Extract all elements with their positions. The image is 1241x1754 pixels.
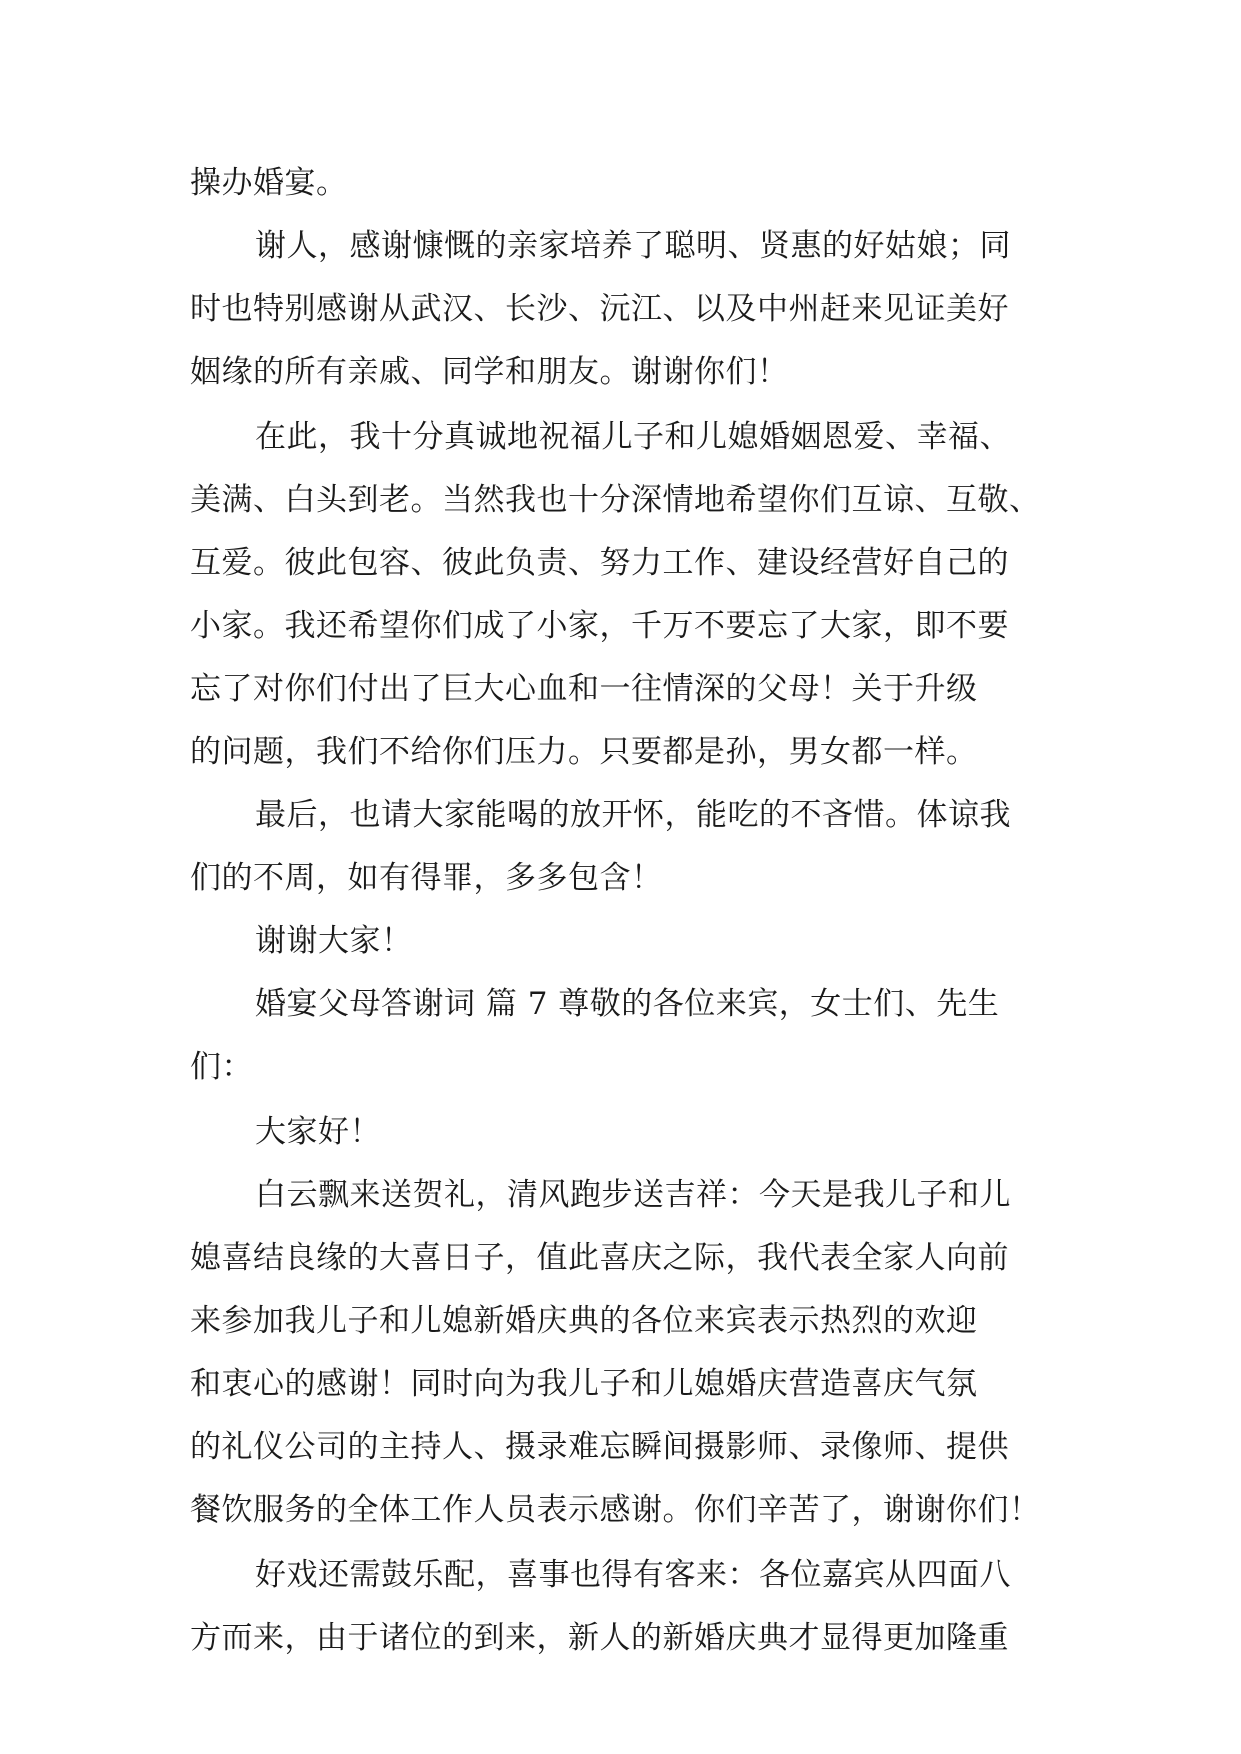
- text-line: 谢谢大家！: [255, 923, 413, 959]
- text-line: 时也特别感谢从武汉、长沙、沅江、以及中州赶来见证美好: [190, 291, 1009, 327]
- text-line: 互爱。彼此包容、彼此负责、努力工作、建设经营好自己的: [190, 545, 1009, 581]
- text-line: 方而来，由于诸位的到来，新人的新婚庆典才显得更加隆重: [190, 1620, 1009, 1656]
- text-line: 大家好！: [255, 1114, 381, 1150]
- text-line: 们的不周，如有得罪，多多包含！: [190, 860, 663, 896]
- text-line: 在此，我十分真诚地祝福儿子和儿媳婚姻恩爱、幸福、: [255, 419, 1011, 455]
- text-line: 忘了对你们付出了巨大心血和一往情深的父母！关于升级: [190, 671, 978, 707]
- text-line: 美满、白头到老。当然我也十分深情地希望你们互谅、互敬、: [190, 482, 1041, 518]
- text-line: 来参加我儿子和儿媳新婚庆典的各位来宾表示热烈的欢迎: [190, 1303, 978, 1339]
- text-line: 餐饮服务的全体工作人员表示感谢。你们辛苦了，谢谢你们！: [190, 1492, 1041, 1528]
- text-line: 姻缘的所有亲戚、同学和朋友。谢谢你们！: [190, 354, 789, 390]
- text-line: 最后，也请大家能喝的放开怀，能吃的不吝惜。体谅我: [255, 797, 1011, 833]
- text-line: 媳喜结良缘的大喜日子，值此喜庆之际，我代表全家人向前: [190, 1240, 1009, 1276]
- text-line: 们：: [190, 1049, 253, 1085]
- text-line: 白云飘来送贺礼，清风跑步送吉祥：今天是我儿子和儿: [255, 1177, 1011, 1213]
- text-line: 的礼仪公司的主持人、摄录难忘瞬间摄影师、录像师、提供: [190, 1429, 1009, 1465]
- text-line: 谢人，感谢慷慨的亲家培养了聪明、贤惠的好姑娘；同: [255, 228, 1011, 264]
- text-line: 小家。我还希望你们成了小家，千万不要忘了大家，即不要: [190, 608, 1009, 644]
- text-line: 的问题，我们不给你们压力。只要都是孙，男女都一样。: [190, 734, 978, 770]
- text-line: 好戏还需鼓乐配，喜事也得有客来：各位嘉宾从四面八: [255, 1557, 1011, 1593]
- text-line: 操办婚宴。: [190, 165, 348, 201]
- text-line: 和衷心的感谢！同时向为我儿子和儿媳婚庆营造喜庆气氛: [190, 1366, 978, 1402]
- text-line: 婚宴父母答谢词 篇 7 尊敬的各位来宾，女士们、先生: [255, 986, 1000, 1022]
